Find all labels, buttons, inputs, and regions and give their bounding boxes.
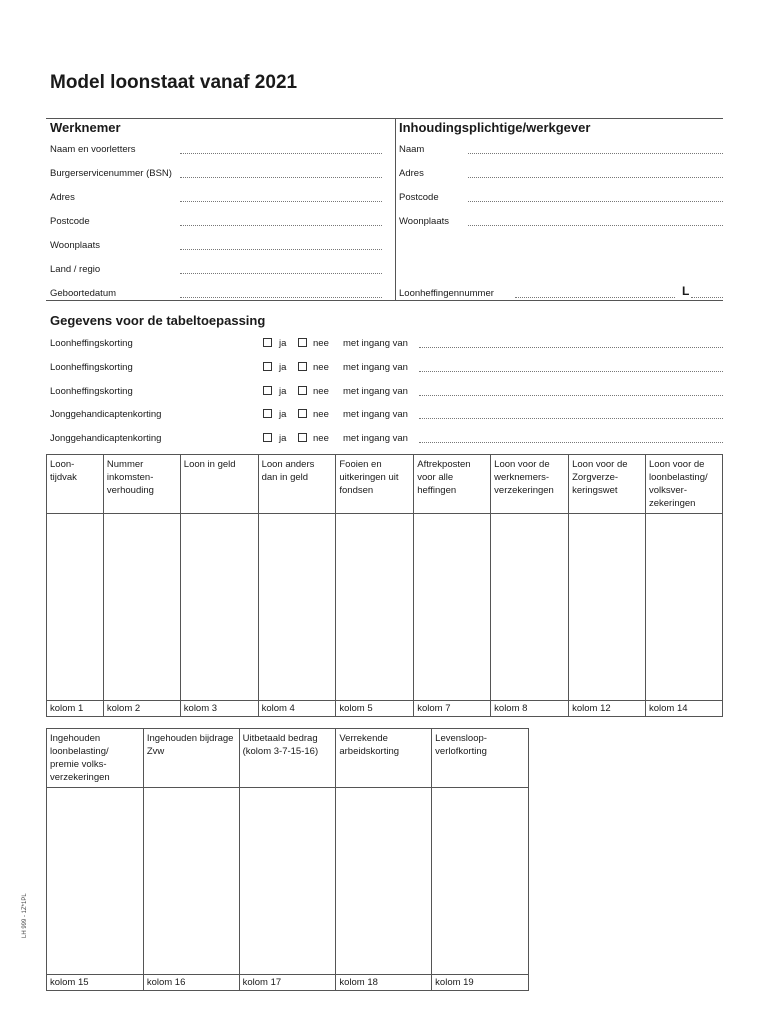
column-header: Loon in geld xyxy=(180,455,258,514)
field-label: Naam xyxy=(399,144,425,155)
tabel-row-label: Jonggehandicaptenkorting xyxy=(50,409,162,420)
column-footer: kolom 15 xyxy=(47,975,144,991)
entry-cell[interactable] xyxy=(258,514,336,701)
field-label: Postcode xyxy=(50,216,90,227)
table-body-row xyxy=(47,788,529,975)
werkgever-postcode-input-line[interactable] xyxy=(468,201,723,202)
column-header: Loon voor de werknemers- verzekeringen xyxy=(491,455,569,514)
loonheffingennummer-l-suffix: L xyxy=(682,284,690,298)
ja-checkbox[interactable] xyxy=(263,362,272,371)
werkgever-woonplaats-input-line[interactable] xyxy=(468,225,723,226)
werknemer-naam-row xyxy=(50,144,382,156)
field-label: Adres xyxy=(50,192,75,203)
entry-cell[interactable] xyxy=(239,788,336,975)
column-footer: kolom 5 xyxy=(336,701,414,717)
column-footer: kolom 2 xyxy=(103,701,180,717)
werkgever-adres-input-line[interactable] xyxy=(468,177,723,178)
ingang-label: met ingang van xyxy=(343,433,408,444)
entry-cell[interactable] xyxy=(103,514,180,701)
column-footer: kolom 16 xyxy=(143,975,239,991)
werknemer-postcode-row xyxy=(50,216,382,228)
field-label: Burgerservicenummer (BSN) xyxy=(50,168,172,179)
column-header: Nummer inkomsten- verhouding xyxy=(103,455,180,514)
nee-label: nee xyxy=(313,338,329,349)
column-header: Loon voor de Zorgverze- keringswet xyxy=(569,455,646,514)
tabel-row-label: Loonheffingskorting xyxy=(50,338,133,349)
column-header: Levensloop- verlofkorting xyxy=(432,729,529,788)
field-label: Postcode xyxy=(399,192,439,203)
ja-checkbox[interactable] xyxy=(263,409,272,418)
section-top-rule xyxy=(46,118,723,119)
section-bottom-rule xyxy=(46,300,723,301)
nee-label: nee xyxy=(313,433,329,444)
ingang-label: met ingang van xyxy=(343,338,408,349)
column-footer: kolom 1 xyxy=(47,701,104,717)
column-footer: kolom 4 xyxy=(258,701,336,717)
ingang-label: met ingang van xyxy=(343,386,408,397)
werknemer-woonplaats-row xyxy=(50,240,382,252)
page-title: Model loonstaat vanaf 2021 xyxy=(50,72,298,93)
werkgever-postcode-row xyxy=(399,192,723,204)
entry-cell[interactable] xyxy=(645,514,722,701)
tabeltoepassing-heading: Gegevens voor de tabeltoepassing xyxy=(50,313,266,328)
postcode-input-line[interactable] xyxy=(180,225,382,226)
column-header: Uitbetaald bedrag (kolom 3-7-15-16) xyxy=(239,729,336,788)
column-footer: kolom 12 xyxy=(569,701,646,717)
column-header: Loon- tijdvak xyxy=(47,455,104,514)
entry-cell[interactable] xyxy=(336,788,432,975)
nee-checkbox[interactable] xyxy=(298,362,307,371)
column-header: Loon voor de loonbelasting/ volksver- zekeringen xyxy=(645,455,722,514)
tabel-row-label: Jonggehandicaptenkorting xyxy=(50,433,162,444)
loonstaat-table-2 xyxy=(46,728,529,991)
nee-label: nee xyxy=(313,409,329,420)
ingang-date-line[interactable] xyxy=(419,418,723,419)
land-input-line[interactable] xyxy=(180,273,382,274)
nee-label: nee xyxy=(313,386,329,397)
ja-label: ja xyxy=(279,386,287,397)
nee-checkbox[interactable] xyxy=(298,338,307,347)
field-label: Geboortedatum xyxy=(50,288,117,299)
woonplaats-input-line[interactable] xyxy=(180,249,382,250)
loonheffingennummer-row xyxy=(399,288,723,300)
column-header: Ingehouden bijdrage Zvw xyxy=(143,729,239,788)
werkgever-heading: Inhoudingsplichtige/werkgever xyxy=(399,120,591,135)
geboortedatum-input-line[interactable] xyxy=(180,297,382,298)
werknemer-heading: Werknemer xyxy=(50,120,121,135)
column-footer: kolom 14 xyxy=(645,701,722,717)
column-footer: kolom 18 xyxy=(336,975,432,991)
werkgever-naam-row xyxy=(399,144,723,156)
column-footer: kolom 17 xyxy=(239,975,336,991)
field-label: Land / regio xyxy=(50,264,101,275)
ingang-date-line[interactable] xyxy=(419,371,723,372)
field-label: Naam en voorletters xyxy=(50,144,136,155)
nee-checkbox[interactable] xyxy=(298,386,307,395)
column-footer: kolom 3 xyxy=(180,701,258,717)
column-header: Ingehouden loonbelasting/ premie volks- verzekeringen xyxy=(47,729,144,788)
nee-checkbox[interactable] xyxy=(298,433,307,442)
entry-cell[interactable] xyxy=(336,514,414,701)
column-footer: kolom 19 xyxy=(432,975,529,991)
column-header: Loon anders dan in geld xyxy=(258,455,336,514)
werkgever-naam-input-line[interactable] xyxy=(468,153,723,154)
ingang-date-line[interactable] xyxy=(419,395,723,396)
entry-cell[interactable] xyxy=(47,514,104,701)
column-header: Aftrekposten voor alle heffingen xyxy=(414,455,491,514)
entry-cell[interactable] xyxy=(143,788,239,975)
table-header-row xyxy=(47,455,723,514)
table-body-row xyxy=(47,514,723,701)
ja-checkbox[interactable] xyxy=(263,338,272,347)
ja-label: ja xyxy=(279,433,287,444)
adres-input-line[interactable] xyxy=(180,201,382,202)
entry-cell[interactable] xyxy=(47,788,144,975)
tabel-row-label: Loonheffingskorting xyxy=(50,362,133,373)
werknemer-geboortedatum-row xyxy=(50,288,382,300)
werkgever-adres-row xyxy=(399,168,723,180)
column-header: Verrekende arbeidskorting xyxy=(336,729,432,788)
nee-checkbox[interactable] xyxy=(298,409,307,418)
nee-label: nee xyxy=(313,362,329,373)
entry-cell[interactable] xyxy=(414,514,491,701)
loonheffingennummer-suffix-line[interactable] xyxy=(691,297,723,298)
field-label: Woonplaats xyxy=(50,240,100,251)
field-label: Adres xyxy=(399,168,424,179)
loonstaat-table-1 xyxy=(46,454,723,717)
loonheffingennummer-input-line[interactable] xyxy=(515,297,675,298)
ingang-label: met ingang van xyxy=(343,362,408,373)
entry-cell[interactable] xyxy=(491,514,569,701)
ja-label: ja xyxy=(279,409,287,420)
ja-label: ja xyxy=(279,338,287,349)
werkgever-woonplaats-row xyxy=(399,216,723,228)
werknemer-land-row xyxy=(50,264,382,276)
ingang-date-line[interactable] xyxy=(419,347,723,348)
table-footer-row xyxy=(47,701,723,717)
werknemer-bsn-row xyxy=(50,168,382,180)
entry-cell[interactable] xyxy=(432,788,529,975)
section-divider xyxy=(395,118,396,301)
field-label: Loonheffingennummer xyxy=(399,288,494,299)
column-header: Fooien en uitkeringen uit fondsen xyxy=(336,455,414,514)
ja-checkbox[interactable] xyxy=(263,433,272,442)
form-code: LH 999 - 1Z*1PL xyxy=(22,893,28,938)
ja-label: ja xyxy=(279,362,287,373)
werknemer-adres-row xyxy=(50,192,382,204)
table-header-row xyxy=(47,729,529,788)
entry-cell[interactable] xyxy=(180,514,258,701)
bsn-input-line[interactable] xyxy=(180,177,382,178)
column-footer: kolom 8 xyxy=(491,701,569,717)
table-footer-row xyxy=(47,975,529,991)
naam-input-line[interactable] xyxy=(180,153,382,154)
ingang-label: met ingang van xyxy=(343,409,408,420)
field-label: Woonplaats xyxy=(399,216,449,227)
entry-cell[interactable] xyxy=(569,514,646,701)
tabel-row-label: Loonheffingskorting xyxy=(50,386,133,397)
column-footer: kolom 7 xyxy=(414,701,491,717)
ingang-date-line[interactable] xyxy=(419,442,723,443)
ja-checkbox[interactable] xyxy=(263,386,272,395)
